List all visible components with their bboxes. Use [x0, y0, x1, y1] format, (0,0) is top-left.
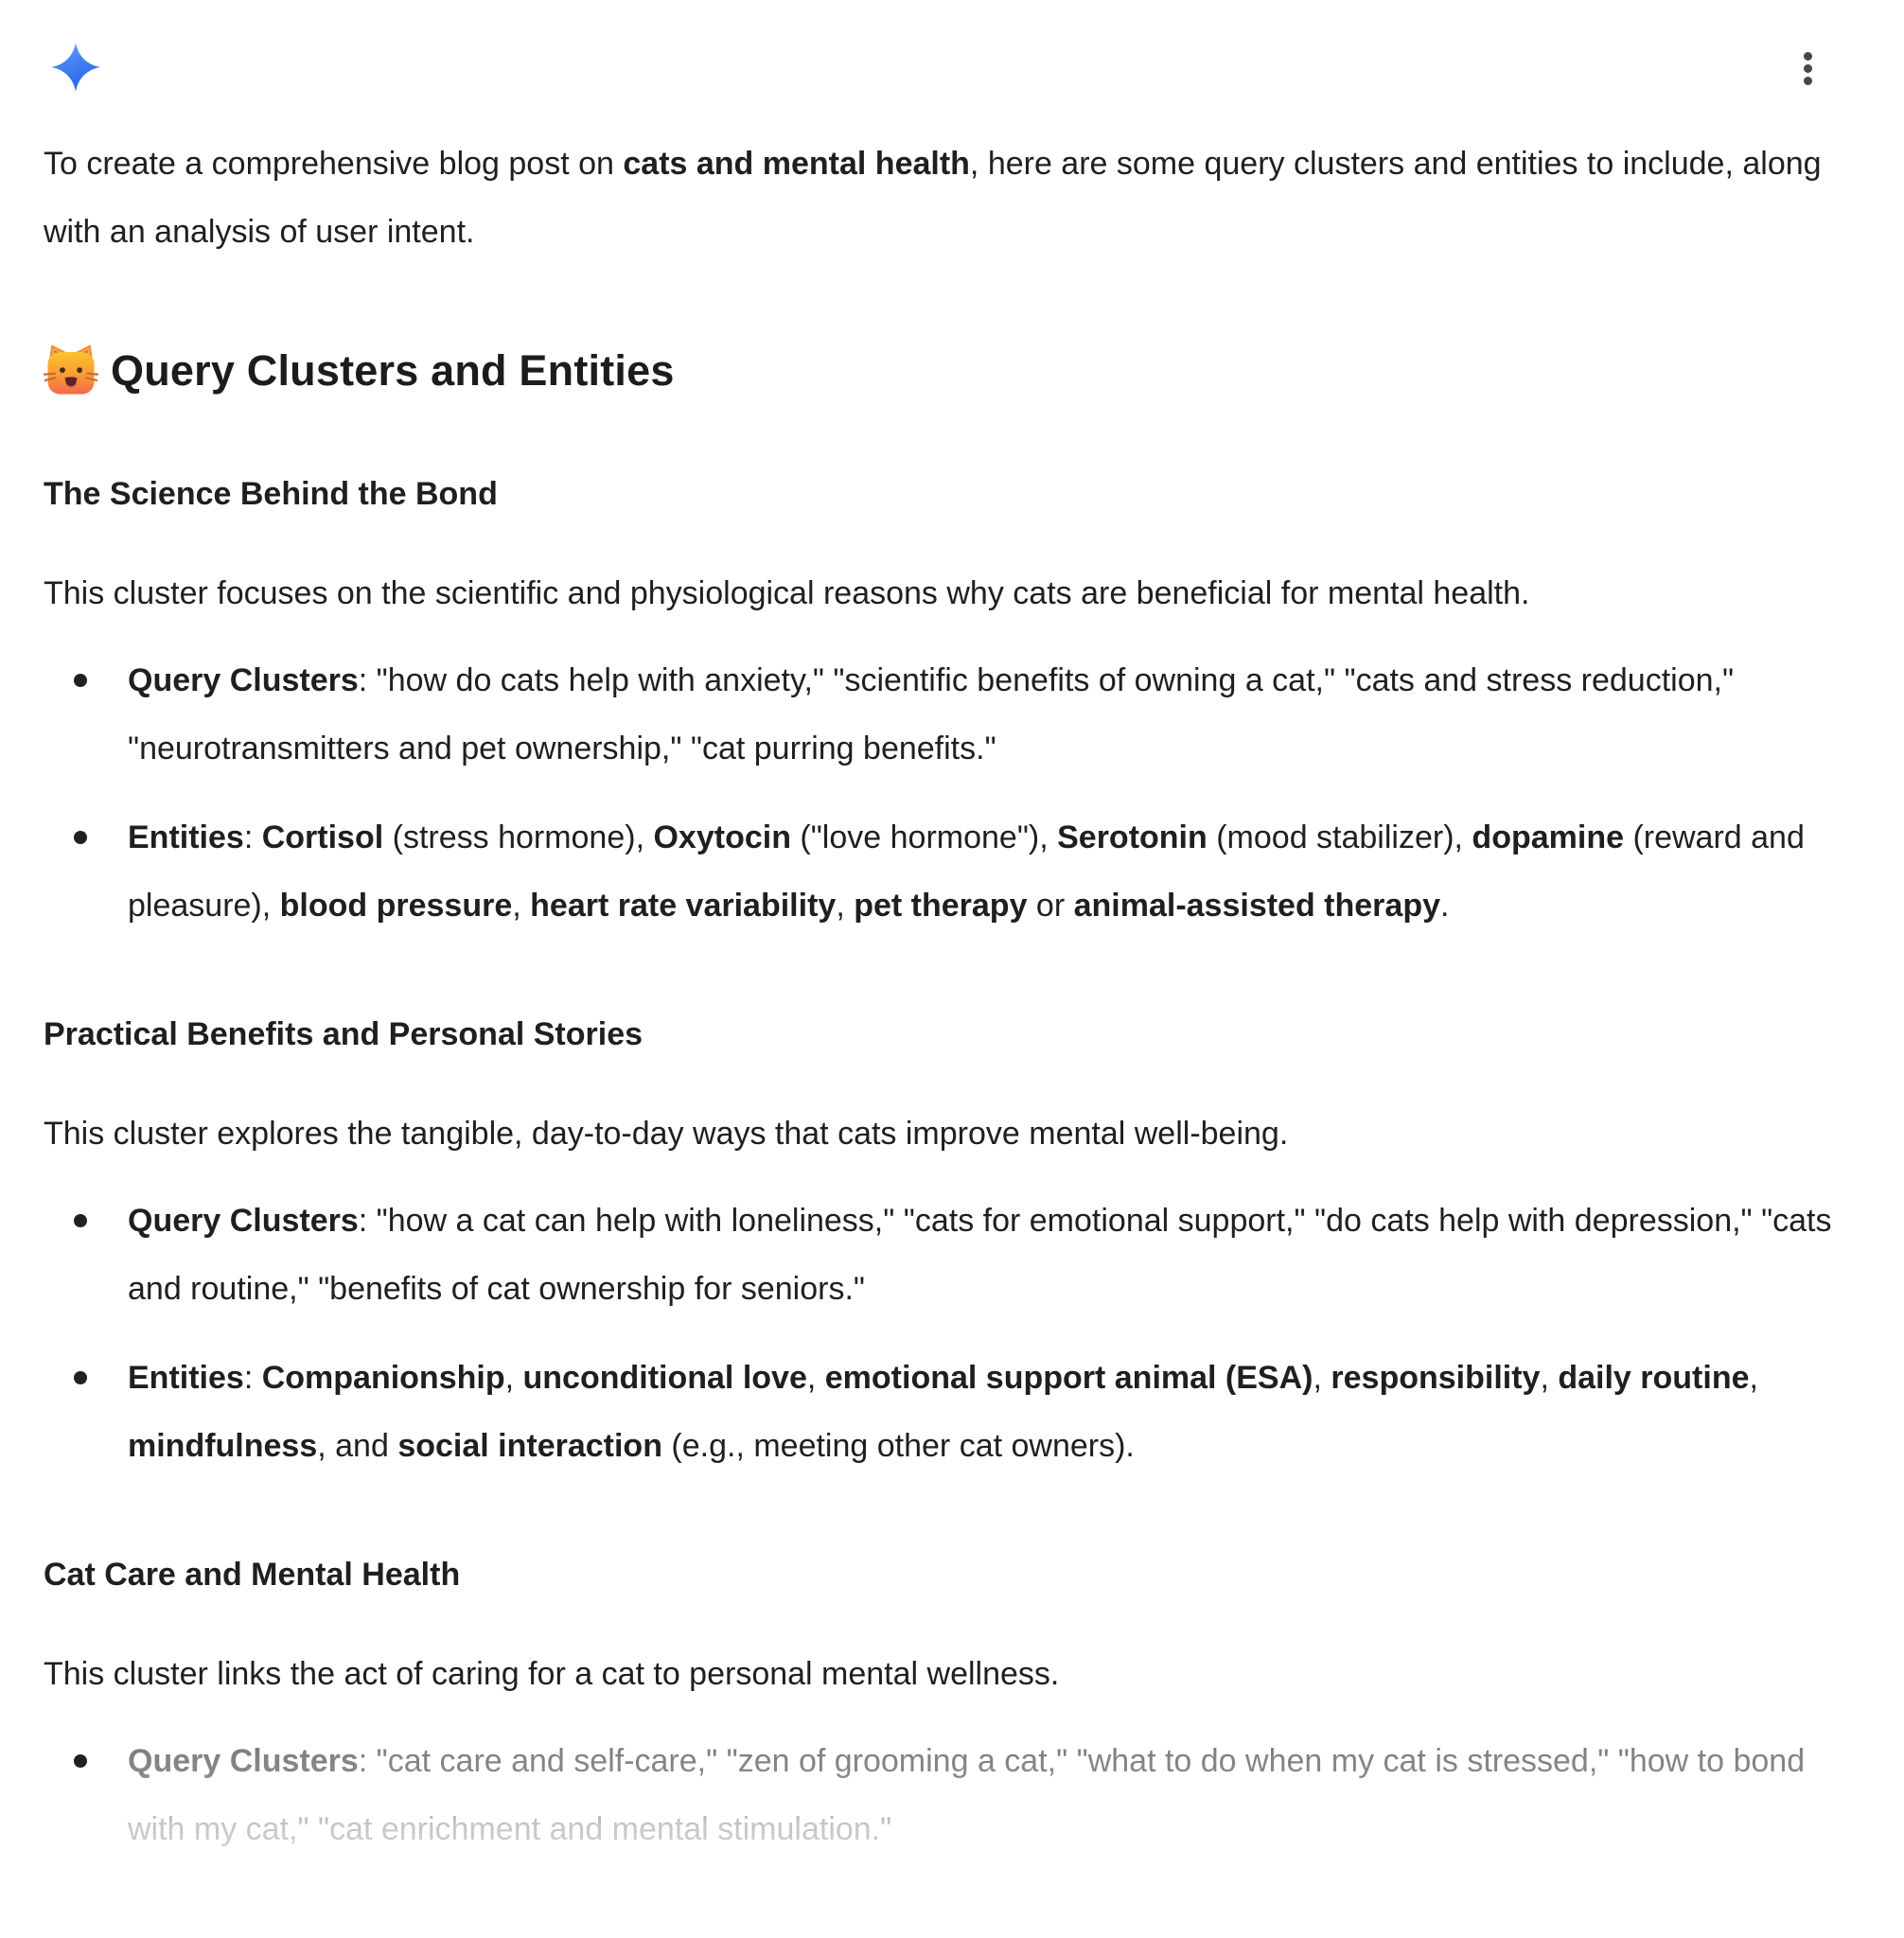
bullet-list — [44, 1187, 1870, 1480]
section-practical-benefits — [44, 1000, 1870, 1480]
bullet-entities: Entities: Companionship, unconditional love, emotional support animal (ESA), responsibility, daily routine, mindfulness, and social interaction (e.g., meeting other cat owners). — [128, 1344, 1870, 1480]
section-cat-care — [44, 1541, 1870, 1863]
bullet-list — [44, 646, 1870, 940]
section-description: This cluster links the act of caring for a cat to personal mental wellness. — [44, 1656, 1060, 1692]
section-science-behind-the-bond — [44, 460, 1870, 940]
main-heading-text: Query Clusters and Entities — [111, 346, 675, 395]
main-heading — [44, 343, 1870, 399]
kebab-menu-icon — [1804, 52, 1812, 61]
intro-paragraph: To create a comprehensive blog post on cats and mental health, here are some query clusters and entities to include, along with an analysis of user intent. — [44, 146, 1822, 250]
response-header — [44, 0, 1870, 95]
section-description: This cluster focuses on the scientific and physiological reasons why cats are beneficial for mental health. — [44, 575, 1530, 611]
bullet-entities: Entities: Cortisol (stress hormone), Oxytocin ("love hormone"), Serotonin (mood stabilizer), dopamine (reward and pleasure), blood pressure, heart rate variability, pet therapy or animal-assisted therapy. — [128, 803, 1870, 940]
bullet-query-clusters: Query Clusters: "how do cats help with anxiety," "scientific benefits of owning a cat," "cats and stress reduction," "neurotransmitters and pet ownership," "cat purring benefits." — [128, 646, 1870, 783]
bullet-list — [44, 1727, 1870, 1863]
gemini-sparkle-icon — [50, 40, 101, 95]
section-title: The Science Behind the Bond — [44, 476, 498, 512]
section-description: This cluster explores the tangible, day-to-day ways that cats improve mental well-being. — [44, 1116, 1289, 1152]
section-title: Practical Benefits and Personal Stories — [44, 1016, 643, 1052]
section-title: Cat Care and Mental Health — [44, 1557, 461, 1593]
bullet-query-clusters-fading: Query Clusters: "cat care and self-care," "zen of grooming a cat," "what to do when my cat is stressed," "how to bond with my cat," "cat enrichment and mental stimulation." — [128, 1727, 1870, 1863]
more-options-button[interactable] — [1781, 42, 1834, 95]
cat-face-emoji — [44, 344, 98, 398]
bullet-query-clusters: Query Clusters: "how a cat can help with loneliness," "cats for emotional support," "do cats help with depression," "cats and routine," "benefits of cat ownership for seniors." — [128, 1187, 1870, 1323]
